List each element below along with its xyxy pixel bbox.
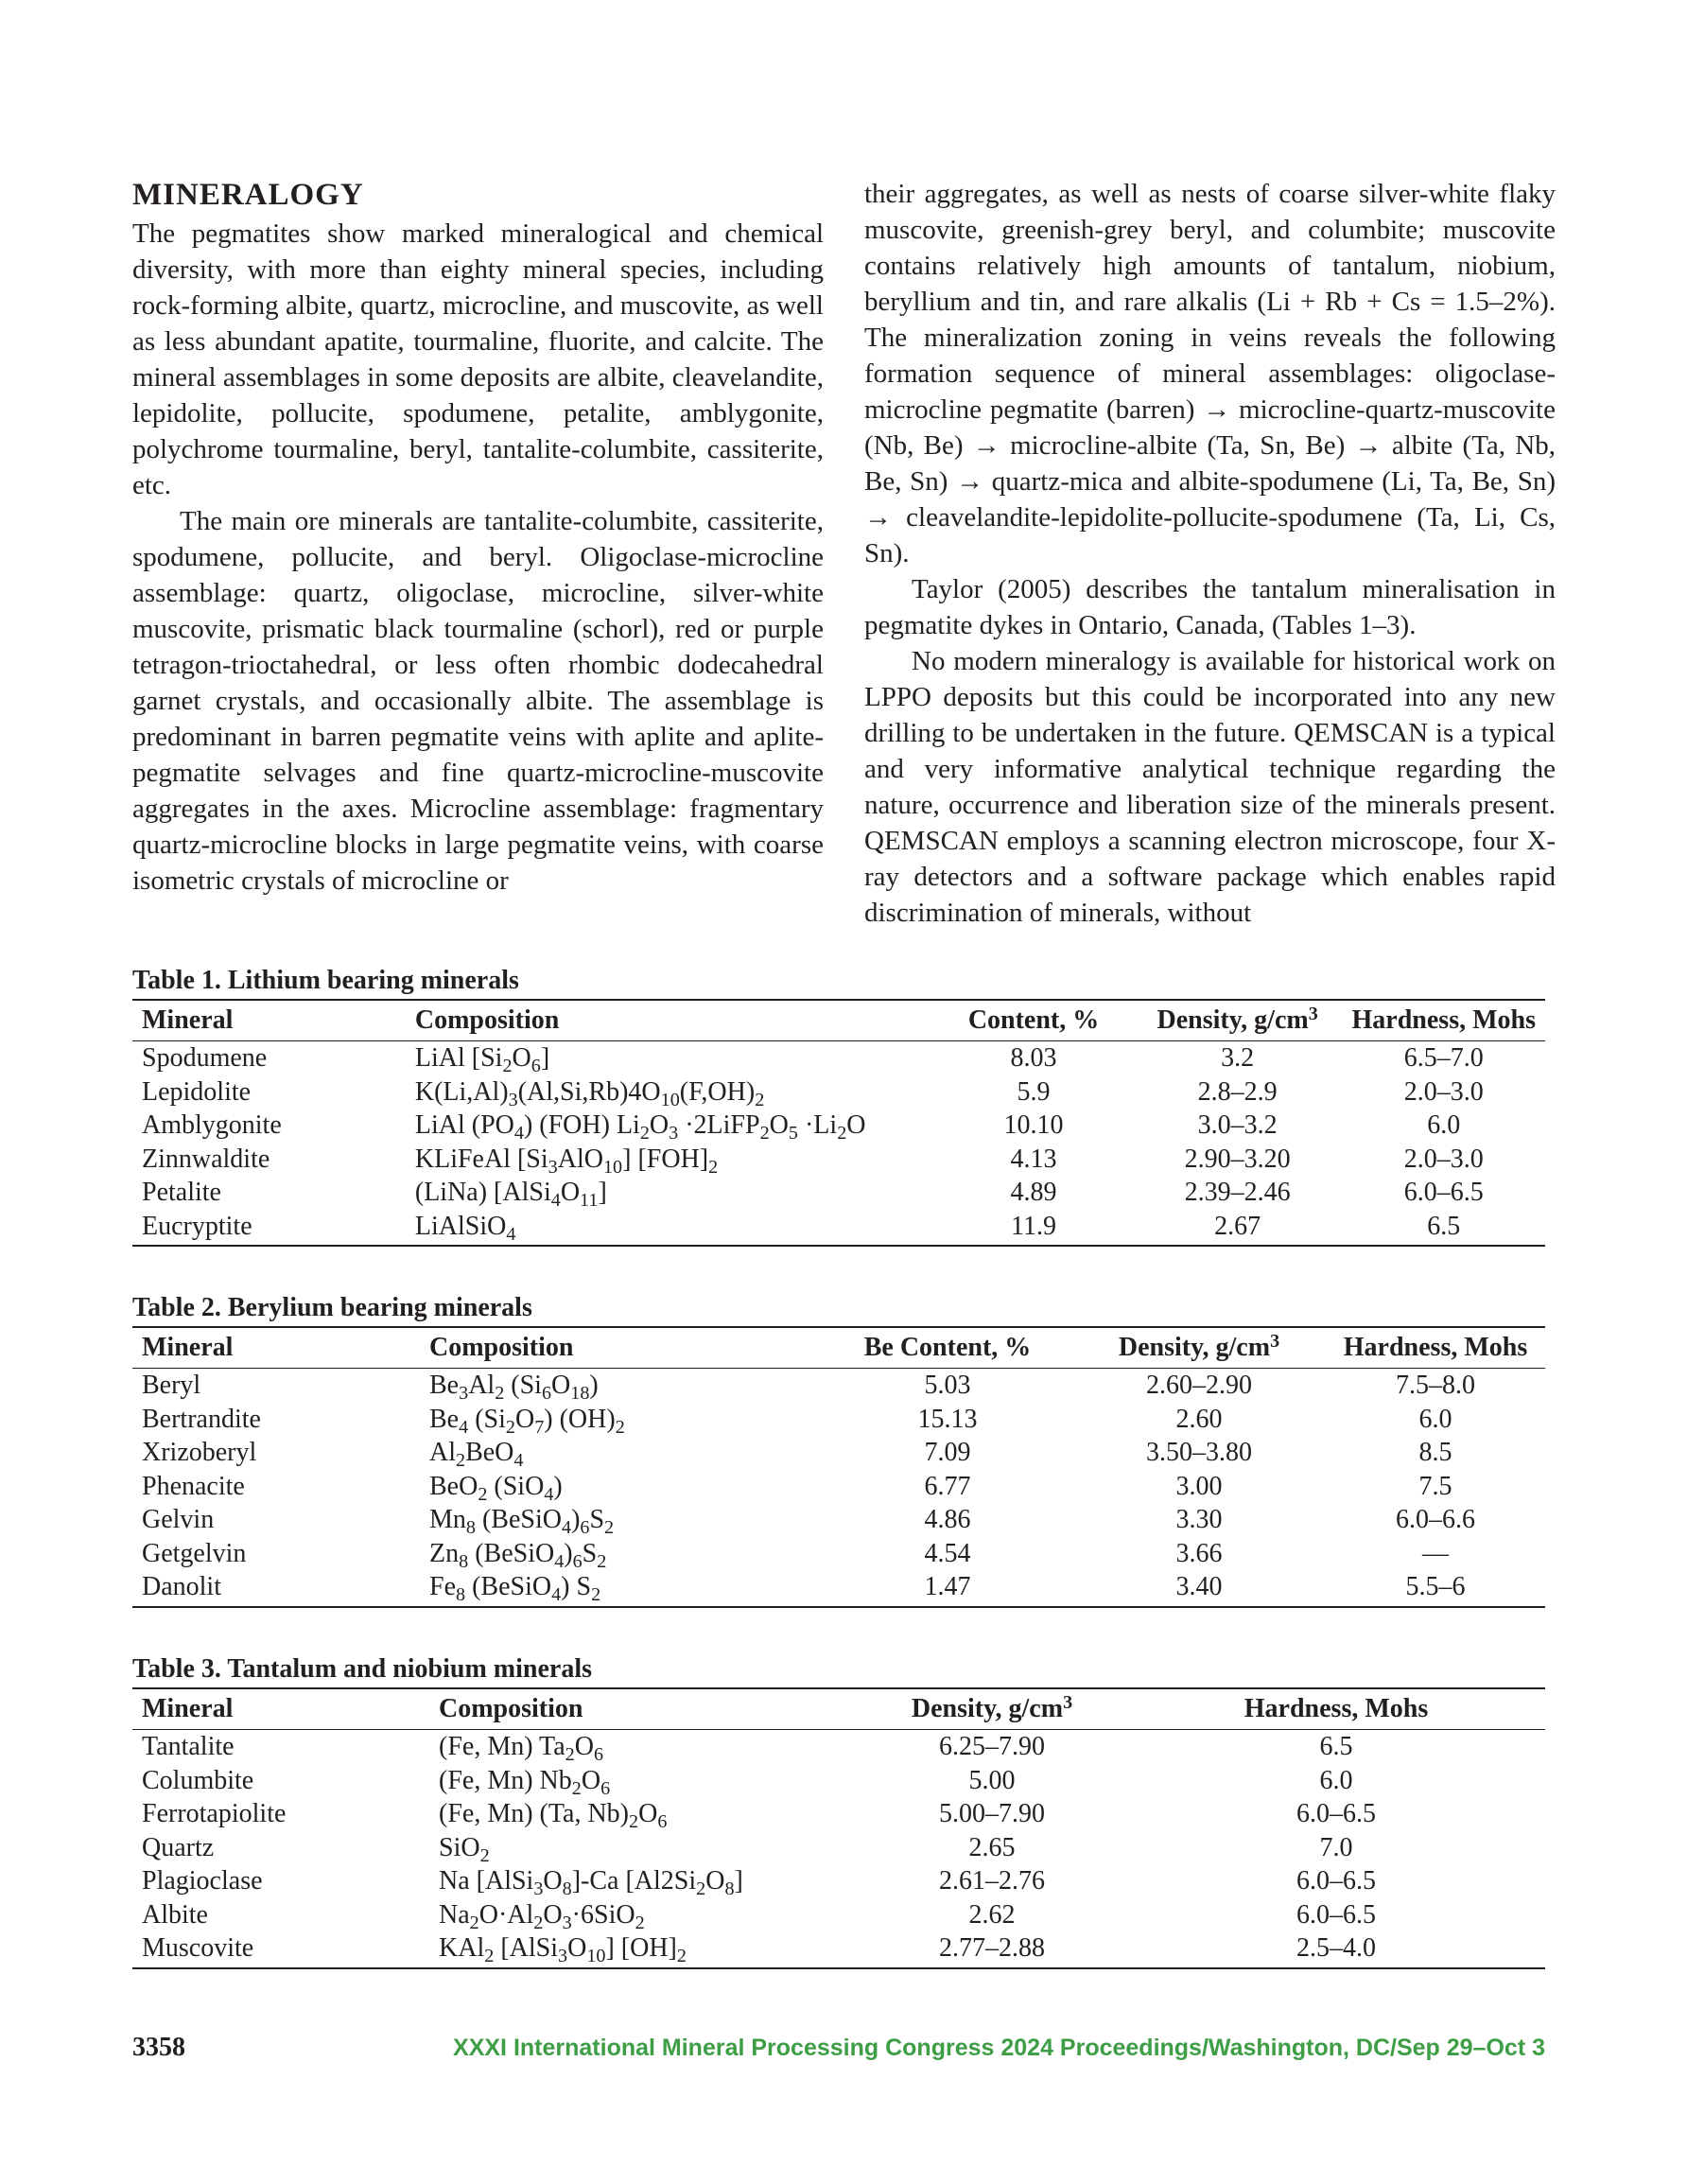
table2-body [132,1369,1545,1607]
cell-hardness: 7.5–8.0 [1396,1371,1475,1400]
table2 [132,1326,1545,1608]
section-heading: MINERALOGY [132,178,364,212]
cell-density: 2.77–2.88 [857,1931,1127,1968]
cell-hardness: 2.0–3.0 [1403,1144,1484,1174]
col-header-density-label: Density, g/cm [911,1694,1064,1723]
cell-content: 7.09 [924,1438,971,1467]
col-header-density-label: Density, g/cm [1118,1333,1271,1362]
cell-hardness: 2.5–4.0 [1127,1931,1545,1968]
paragraph: their aggregates, as well as nests of coarse silver-white flaky muscovite, greenish-grey beryl, and columbite; muscovite contains relatively high amounts of tantalum, niobium, beryllium and tin, and rare alkalis (Li + Rb + Cs = 1.5–2%). The mineralization zoning in veins reveals the following formation sequence of mineral assemblages: oligoclase-microcline pegmatite (barren) → microcline-quartz-muscovite (Nb, Be) → microcline-albite (Ta, Sn, Be) → albite (Ta, Nb, Be, Sn) → quartz-mica and albite-spodumene (Li, Ta, Be, Sn) → cleavelandite-lepidolite-pollucite-spodumene (Ta, Li, Cs, Sn). [864,179,1556,568]
cell-density: 3.40 [1072,1570,1326,1607]
col-header-density [1133,1000,1343,1041]
cell-content: 5.03 [924,1371,971,1400]
table-row [132,1210,1545,1247]
table-row [132,1176,1545,1210]
table-row [132,1109,1545,1143]
table-row [132,1503,1545,1537]
cell-mineral: Beryl [142,1371,201,1400]
cell-hardness: 6.0–6.5 [1296,1866,1376,1896]
table2-block [132,1292,1545,1608]
cell-composition: $Fe_8$ (BeSiO$_4$) $S_2$ [420,1570,823,1607]
cell-hardness: 6.0 [1319,1765,1353,1795]
paragraph: The pegmatites show marked mineralogical and chemical diversity, with more than eighty mineral species, including rock-forming albite, quartz, microcline, and muscovite, as well as less abundant apatite, tourmaline, fluorite, and calcite. The mineral assemblages in some deposits are albite, cleavelandite, lepidolite, pollucite, spodumene, petalite, amblygonite, polychrome tourmaline, beryl, tantalite-columbite, cassiterite, etc. [132,218,824,500]
col-header-mineral: Mineral [132,1000,406,1041]
cell-hardness: 6.5 [1343,1210,1546,1247]
cell-content: 15.13 [917,1404,978,1434]
cell-composition: (Fe, Mn) (Ta, $Nb)_2O_6$ [439,1799,668,1833]
cell-composition: BeO$_2$ (SiO$_4$) [429,1471,563,1505]
table-row [132,1931,1545,1968]
table3-body [132,1730,1545,1968]
cell-hardness: 2.0–3.0 [1403,1076,1484,1107]
cell-content: 4.86 [924,1505,971,1534]
cell-hardness: 6.0–6.6 [1396,1505,1475,1534]
cell-composition: $Al_2BeO_4$ [429,1438,524,1472]
cell-composition: LiAl $(PO_4)$ (FOH) $Li_2O_3$ $\cdot 2LiFP_2O_5 \cdot Li_2O$ [414,1110,866,1144]
cell-composition: $Be_3Al_2$ $(Si_6O_{18})$ [429,1371,599,1405]
cell-hardness: 6.5 [1319,1732,1353,1761]
col-header-composition: Composition [429,1688,857,1730]
cell-density: 2.8–2.9 [1197,1076,1278,1107]
table2-title: Table 2. Berylium bearing minerals [132,1293,532,1322]
table-header-row [132,1688,1545,1730]
cell-density: 3.30 [1175,1505,1223,1534]
paragraph: The main ore minerals are tantalite-columbite, cassiterite, spodumene, pollucite, and beryl. Oligoclase-microcline assemblage: quartz, oligoclase, microcline, silver-white muscovite, prismatic black tourmaline (schorl), red or purple tetragon-trioctahedral, or less often rhombic dodecahedral garnet crystals, and occasionally albite. The assemblage is predominant in barren pegmatite veins with aplite and aplite-pegmatite selvages and fine quartz-microcline-muscovite aggregates in the axes. Microcline assemblage: fragmentary quartz-microcline blocks in large pegmatite veins, with coarse isometric crystals of microcline or [132,506,824,896]
cell-hardness: 8.5 [1418,1438,1452,1467]
col-header-density [857,1688,1127,1730]
cell-composition: $K(Li,Al)_3(Al,Si,Rb)4O_{10}(F,OH)_2$ [414,1076,765,1110]
page-footer [132,2029,1545,2067]
table-row [132,1143,1545,1177]
cell-composition: (Fe, Mn) $Ta_2O_6$ [439,1732,604,1766]
table-row [132,1797,1545,1831]
cell-composition: LiAlSiO$_4$ [406,1210,934,1247]
cell-content: 4.89 [1010,1178,1057,1207]
cell-density: 2.61–2.76 [939,1866,1045,1896]
cell-composition: $Na_2O\cdot Al_2O_3\cdot 6SiO_2$ [439,1899,645,1933]
cell-density: 2.62 [968,1899,1016,1930]
cell-mineral: Danolit [132,1570,420,1607]
cell-mineral: Zinnwaldite [142,1144,270,1174]
cell-hardness: 7.0 [1319,1832,1353,1862]
cell-composition: SiO$_2$ [439,1832,490,1866]
table-row [132,1898,1545,1932]
cell-mineral: Quartz [142,1832,215,1862]
cell-content: 10.10 [1003,1110,1064,1140]
table3-title: Table 3. Tantalum and niobium minerals [132,1654,593,1684]
table1 [132,999,1545,1247]
cell-composition: (Fe, Mn) $Nb_2O_6$ [439,1765,611,1799]
table-row [132,1369,1545,1403]
table-row [132,1470,1545,1504]
cell-density: 2.90–3.20 [1184,1144,1291,1174]
cell-mineral: Ferrotapiolite [142,1799,287,1828]
cell-composition: $Mn_8$ $(BeSiO_4)_6S_2$ [429,1505,615,1539]
right-column [864,176,1556,931]
cell-content: 4.54 [924,1538,971,1568]
cell-mineral: Spodumene [142,1043,268,1073]
cell-hardness: 6.0 [1427,1110,1461,1140]
table3 [132,1687,1545,1969]
col-header-hardness: Hardness, Mohs [1326,1327,1545,1369]
table-row [132,1403,1545,1437]
cell-mineral: Albite [142,1899,208,1930]
cell-density: 2.65 [968,1832,1016,1862]
cell-hardness: — [1422,1538,1449,1568]
cell-mineral: Phenacite [142,1471,245,1501]
cell-density: 3.50–3.80 [1146,1438,1252,1467]
col-header-density-sup: 3 [1063,1691,1073,1713]
cell-mineral: Columbite [142,1765,254,1795]
col-header-density-sup: 3 [1308,1003,1318,1024]
cell-mineral: Eucryptite [132,1210,406,1247]
col-header-composition: Composition [406,1000,934,1041]
cell-composition: KLiFeAl $[Si_3AlO_{10}]$ $[FOH]_2$ [414,1144,719,1178]
table1-body [132,1041,1545,1247]
cell-mineral: Bertrandite [142,1404,261,1434]
col-header-hardness: Hardness, Mohs [1343,1000,1546,1041]
table1-title: Table 1. Lithium bearing minerals [132,966,519,995]
cell-density: 3.0–3.2 [1197,1110,1278,1140]
table-row [132,1831,1545,1865]
cell-hardness: 7.5 [1418,1471,1452,1501]
col-header-hardness: Hardness, Mohs [1127,1688,1545,1730]
cell-mineral: Gelvin [142,1505,215,1534]
cell-mineral: Tantalite [142,1732,235,1761]
left-column [132,176,824,899]
col-header-content: Be Content, % [823,1327,1072,1369]
cell-mineral: Lepidolite [142,1076,252,1107]
table-row [132,1436,1545,1470]
col-header-content: Content, % [934,1000,1133,1041]
table-header-row [132,1327,1545,1369]
col-header-mineral: Mineral [132,1327,420,1369]
table-row [132,1537,1545,1571]
cell-mineral: Plagioclase [142,1866,263,1896]
cell-hardness: 6.0–6.5 [1296,1899,1376,1930]
cell-density: 3.2 [1221,1043,1255,1073]
cell-content: 8.03 [1010,1043,1057,1073]
cell-content: 5.9 [1017,1076,1051,1107]
table-row [132,1075,1545,1109]
cell-content: 11.9 [934,1210,1133,1247]
col-header-density-label: Density, g/cm [1157,1005,1309,1035]
cell-composition: (LiNa) $[AlSi_4O_{11}]$ [414,1178,607,1212]
cell-density: 2.39–2.46 [1184,1178,1291,1207]
cell-content: 6.77 [924,1471,971,1501]
table-row [132,1864,1545,1898]
cell-hardness: 6.0–6.5 [1296,1799,1376,1828]
cell-composition: LiAl $[Si_2O_6]$ [414,1043,550,1077]
col-header-composition: Composition [420,1327,823,1369]
cell-content: 4.13 [1010,1144,1057,1174]
table-row [132,1764,1545,1798]
cell-density: 2.60 [1175,1404,1223,1434]
cell-hardness: 6.0 [1418,1404,1452,1434]
cell-density: 5.00–7.90 [939,1799,1045,1828]
cell-mineral: Petalite [142,1178,221,1207]
cell-composition: $Zn_8$ $(BeSiO_4)_6S_2$ [429,1538,607,1572]
table-header-row [132,1000,1545,1041]
page-number: 3358 [132,2033,185,2062]
cell-content: 1.47 [823,1570,1072,1607]
table-row [132,1570,1545,1607]
table-row [132,1041,1545,1075]
cell-density: 6.25–7.90 [939,1732,1045,1761]
col-header-density [1072,1327,1326,1369]
cell-density: 3.66 [1175,1538,1223,1568]
cell-mineral: Muscovite [132,1931,429,1968]
cell-density: 2.67 [1133,1210,1343,1247]
cell-density: 5.00 [968,1765,1016,1795]
cell-density: 2.60–2.90 [1146,1371,1252,1400]
cell-composition: Na $[AlSi_3O_8]-Ca$ $[Al2Si_2O_8]$ [439,1866,743,1900]
cell-mineral: Getgelvin [142,1538,247,1568]
cell-mineral: Amblygonite [142,1110,282,1140]
paragraph: Taylor (2005) describes the tantalum mineralisation in pegmatite dykes in Ontario, Canada, (Tables 1–3). [864,574,1556,640]
col-header-mineral: Mineral [132,1688,429,1730]
cell-composition: KAl$_2$ $[AlSi_3O_{10}]$ $[OH]_2$ [429,1931,857,1968]
cell-composition: $Be_4$ $(Si_2O_7)$ $(OH)_2$ [429,1404,625,1438]
table3-block [132,1653,1545,1969]
table-row [132,1730,1545,1764]
cell-mineral: Xrizoberyl [142,1438,257,1467]
cell-density: 3.00 [1175,1471,1223,1501]
running-title: XXXI International Mineral Processing Congress 2024 Proceedings/Washington, DC/Sep 29–Oct 3 [453,2035,1545,2061]
col-header-density-sup: 3 [1270,1330,1280,1352]
cell-hardness: 5.5–6 [1326,1570,1545,1607]
cell-hardness: 6.0–6.5 [1403,1178,1484,1207]
table1-block [132,965,1545,1247]
paragraph: No modern mineralogy is available for historical work on LPPO deposits but this could be incorporated into any new drilling to be undertaken in the future. QEMSCAN is a typical and very informative analytical technique regarding the nature, occurrence and liberation size of the minerals present. QEMSCAN employs a scanning electron microscope, four X-ray detectors and a software package which enables rapid discrimination of minerals, without [864,646,1556,928]
cell-hardness: 6.5–7.0 [1403,1043,1484,1073]
